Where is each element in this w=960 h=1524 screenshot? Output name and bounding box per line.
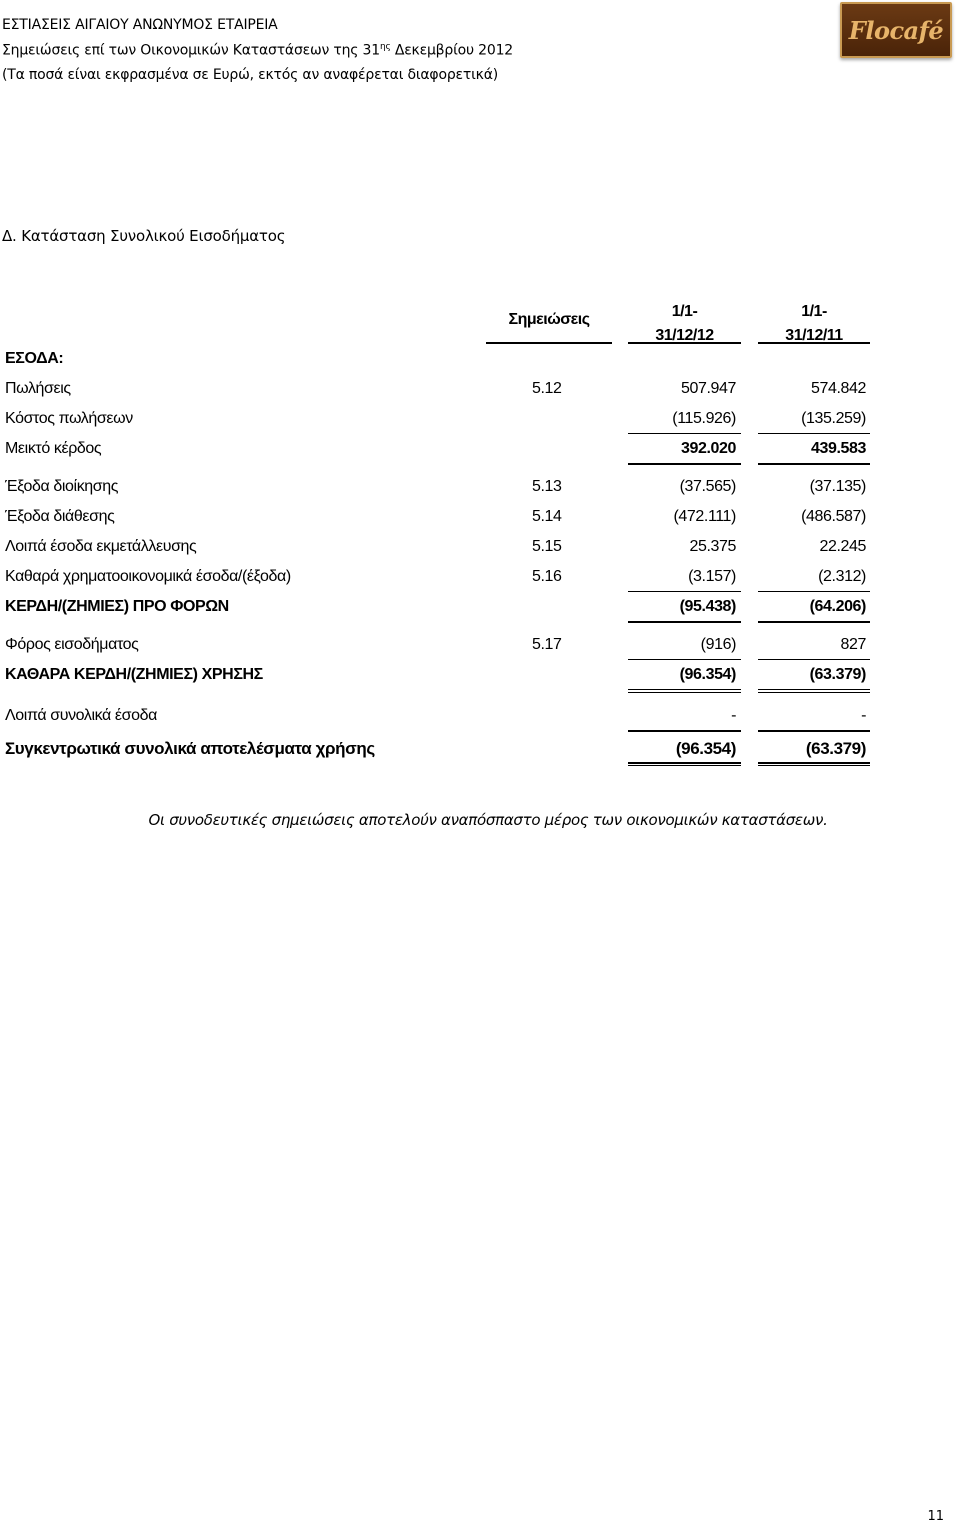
table-row-revenue-heading — [0, 350, 960, 374]
subtotal-line-2012 — [628, 659, 741, 660]
row-value-2011: - — [861, 707, 866, 724]
column-header-2012-line2: 31/12/12 — [655, 327, 714, 344]
row-note: 5.17 — [532, 636, 562, 653]
company-name: ΕΣΤΙΑΣΕΙΣ ΑΙΓΑΙΟΥ ΑΝΩΝΥΜΟΣ ΕΤΑΙΡΕΙΑ — [2, 17, 278, 33]
row-note: 5.14 — [532, 508, 562, 525]
table-row-other-operating-income — [0, 538, 960, 562]
row-label: Έξοδα διοίκησης — [5, 478, 119, 495]
table-row-total-comprehensive-income — [0, 739, 960, 763]
double-underline-bottom-2011 — [758, 765, 870, 766]
row-label: ΕΣΟΔΑ: — [5, 350, 64, 367]
row-label: Καθαρά χρηματοοικονομικά έσοδα/(έξοδα) — [5, 568, 291, 585]
footer-note: Οι συνοδευτικές σημειώσεις αποτελούν αναπόσπαστο μέρος των οικονομικών καταστάσεων. — [148, 811, 828, 829]
row-value-2011: 439.583 — [810, 440, 866, 457]
table-row-net-finance — [0, 568, 960, 592]
table-row-selling-expenses — [0, 508, 960, 532]
column-header-2011-line2: 31/12/11 — [785, 327, 843, 344]
row-label: Φόρος εισοδήματος — [5, 636, 139, 653]
row-label: ΚΑΘΑΡΑ ΚΕΡΔΗ/(ΖΗΜΙΕΣ) ΧΡΗΣΗΣ — [5, 666, 263, 683]
row-value-2011: (486.587) — [801, 508, 866, 525]
double-underline-bottom-2012 — [628, 692, 741, 693]
total-line-2012 — [628, 621, 741, 623]
row-note: 5.15 — [532, 538, 562, 555]
row-value-2012: (37.565) — [679, 478, 736, 495]
row-value-2011: (135.259) — [801, 410, 866, 427]
page-number: 11 — [927, 1509, 944, 1524]
row-value-2011: 827 — [840, 636, 866, 653]
row-value-2011: 22.245 — [819, 538, 866, 555]
row-label: Πωλήσεις — [5, 380, 71, 397]
subtotal-line-2011 — [758, 433, 870, 434]
row-value-2012: 25.375 — [689, 538, 736, 555]
subtotal-line-2012 — [628, 433, 741, 434]
row-note: 5.13 — [532, 478, 562, 495]
row-value-2011: (64.206) — [809, 598, 866, 615]
section-title: Δ. Κατάσταση Συνολικού Εισοδήματος — [2, 227, 286, 245]
subtitle-sup: ης — [379, 42, 391, 52]
header-underline-2011 — [758, 342, 870, 344]
row-value-2012: (96.354) — [679, 666, 736, 683]
total-line-2012 — [628, 463, 741, 465]
row-label: Συγκεντρωτικά συνολικά αποτελέσματα χρήσης — [5, 739, 375, 758]
table-row-gross-profit — [0, 440, 960, 464]
double-underline-top-2012 — [628, 762, 741, 764]
column-header-2012-line1: 1/1- — [671, 303, 698, 320]
column-header-2011 — [758, 300, 870, 348]
subtotal-line-2011 — [758, 591, 870, 592]
double-underline-top-2012 — [628, 689, 741, 690]
row-value-2012: 507.947 — [680, 380, 736, 397]
row-value-2012: (916) — [700, 636, 736, 653]
double-underline-top-2011 — [758, 689, 870, 690]
header-underline-notes — [486, 342, 612, 344]
double-underline-top-2011 — [758, 762, 870, 764]
row-value-2012: (115.926) — [672, 410, 736, 427]
column-header-notes: Σημειώσεις — [508, 311, 590, 328]
row-label: Έξοδα διάθεσης — [5, 508, 115, 525]
row-value-2012: - — [731, 707, 736, 724]
row-label: ΚΕΡΔΗ/(ΖΗΜΙΕΣ) ΠΡΟ ΦΟΡΩΝ — [5, 598, 229, 615]
flocafe-logo — [840, 2, 952, 58]
row-value-2011: (63.379) — [809, 666, 866, 683]
subtotal-line-2011 — [758, 659, 870, 660]
subtitle-post: Δεκεμβρίου 2012 — [390, 42, 513, 59]
table-row-income-tax — [0, 636, 960, 660]
row-value-2012: (3.157) — [688, 568, 736, 585]
row-note: 5.12 — [532, 380, 562, 397]
subtotal-line-2011 — [758, 730, 870, 732]
table-row-net-profit — [0, 666, 960, 690]
table-row-sales — [0, 380, 960, 404]
table-row-cost-of-sales — [0, 410, 960, 434]
row-note: 5.16 — [532, 568, 562, 585]
row-value-2012: (95.438) — [679, 598, 736, 615]
total-line-2011 — [758, 463, 870, 465]
double-underline-bottom-2012 — [628, 765, 741, 766]
document-subtitle — [2, 42, 513, 59]
logo-text: Flocafé — [848, 15, 944, 45]
subtitle-pre: Σημειώσεις επί των Οικονομικών Καταστάσεων της 31 — [2, 42, 380, 59]
row-label: Κόστος πωλήσεων — [5, 410, 133, 427]
column-header-2012 — [628, 300, 741, 348]
column-header-2011-line1: 1/1- — [801, 303, 827, 320]
subtotal-line-2012 — [628, 730, 741, 732]
header-underline-2012 — [628, 342, 741, 344]
row-value-2011: (63.379) — [805, 739, 866, 758]
row-value-2012: (96.354) — [675, 739, 736, 758]
subtotal-line-2012 — [628, 591, 741, 592]
table-row-admin-expenses — [0, 478, 960, 502]
table-row-profit-before-tax — [0, 598, 960, 622]
row-label: Λοιπά έσοδα εκμετάλλευσης — [5, 538, 197, 555]
row-value-2011: (2.312) — [818, 568, 866, 585]
row-label: Λοιπά συνολικά έσοδα — [5, 707, 157, 724]
row-label: Μεικτό κέρδος — [5, 440, 102, 457]
row-value-2012: 392.020 — [680, 440, 736, 457]
row-value-2011: 574.842 — [810, 380, 866, 397]
row-value-2012: (472.111) — [673, 508, 736, 525]
double-underline-bottom-2011 — [758, 692, 870, 693]
currency-note: (Τα ποσά είναι εκφρασμένα σε Ευρώ, εκτός αν αναφέρεται διαφορετικά) — [2, 67, 498, 83]
total-line-2011 — [758, 621, 870, 623]
row-value-2011: (37.135) — [809, 478, 866, 495]
table-row-other-comprehensive-income — [0, 707, 960, 731]
